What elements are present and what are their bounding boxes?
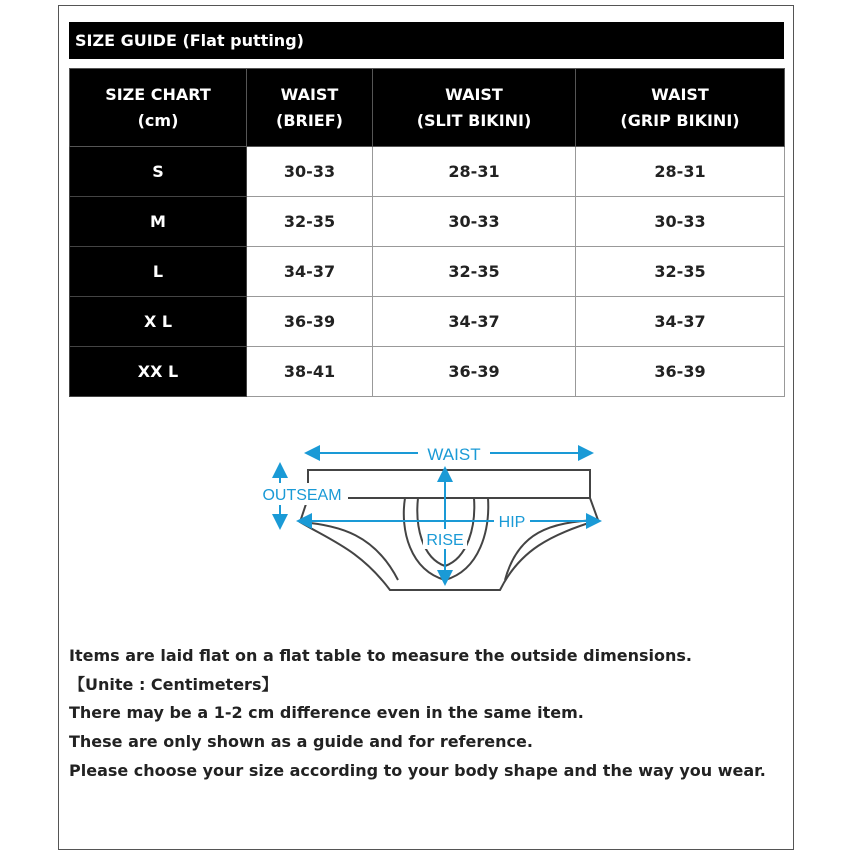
table-row <box>70 147 785 197</box>
size-label: S <box>70 147 247 197</box>
table-cell: 36-39 <box>373 347 576 397</box>
size-notes <box>69 642 789 786</box>
table-cell: 34-37 <box>576 297 785 347</box>
table-cell: 34-37 <box>247 247 373 297</box>
size-chart-table <box>69 68 785 397</box>
header-size-chart: SIZE CHART (cm) <box>70 69 247 147</box>
size-label: XX L <box>70 347 247 397</box>
waist-label: WAIST <box>427 445 481 464</box>
table-header-row <box>70 69 785 147</box>
header-waist-grip-bikini: WAIST (GRIP BIKINI) <box>576 69 785 147</box>
table-cell: 30-33 <box>247 147 373 197</box>
header-waist-slit-bikini: WAIST (SLIT BIKINI) <box>373 69 576 147</box>
size-guide-title: SIZE GUIDE (Flat putting) <box>69 22 784 59</box>
size-label: L <box>70 247 247 297</box>
table-cell: 36-39 <box>247 297 373 347</box>
note-line: There may be a 1-2 cm difference even in the same item. <box>69 703 584 723</box>
table-row <box>70 247 785 297</box>
header-waist-brief: WAIST (BRIEF) <box>247 69 373 147</box>
table-cell: 28-31 <box>373 147 576 197</box>
outseam-label: OUTSEAM <box>262 487 342 504</box>
table-row <box>70 347 785 397</box>
table-cell: 38-41 <box>247 347 373 397</box>
table-row <box>70 297 785 347</box>
table-cell: 36-39 <box>576 347 785 397</box>
table-row <box>70 197 785 247</box>
table-cell: 30-33 <box>373 197 576 247</box>
rise-label: RISE <box>426 532 464 549</box>
table-cell: 32-35 <box>247 197 373 247</box>
table-cell: 34-37 <box>373 297 576 347</box>
table-cell: 28-31 <box>576 147 785 197</box>
note-line: Items are laid flat on a flat table to measure the outside dimensions. <box>69 646 692 665</box>
note-line: 【Unite : Centimeters】 <box>69 674 278 694</box>
table-cell: 30-33 <box>576 197 785 247</box>
table-cell: 32-35 <box>576 247 785 297</box>
size-label: M <box>70 197 247 247</box>
size-label: X L <box>70 297 247 347</box>
hip-label: HIP <box>498 514 526 531</box>
table-cell: 32-35 <box>373 247 576 297</box>
brief-measurement-diagram <box>250 430 610 600</box>
note-line: Please choose your size according to your body shape and the way you wear. <box>69 760 766 780</box>
note-line: These are only shown as a guide and for reference. <box>69 732 533 752</box>
